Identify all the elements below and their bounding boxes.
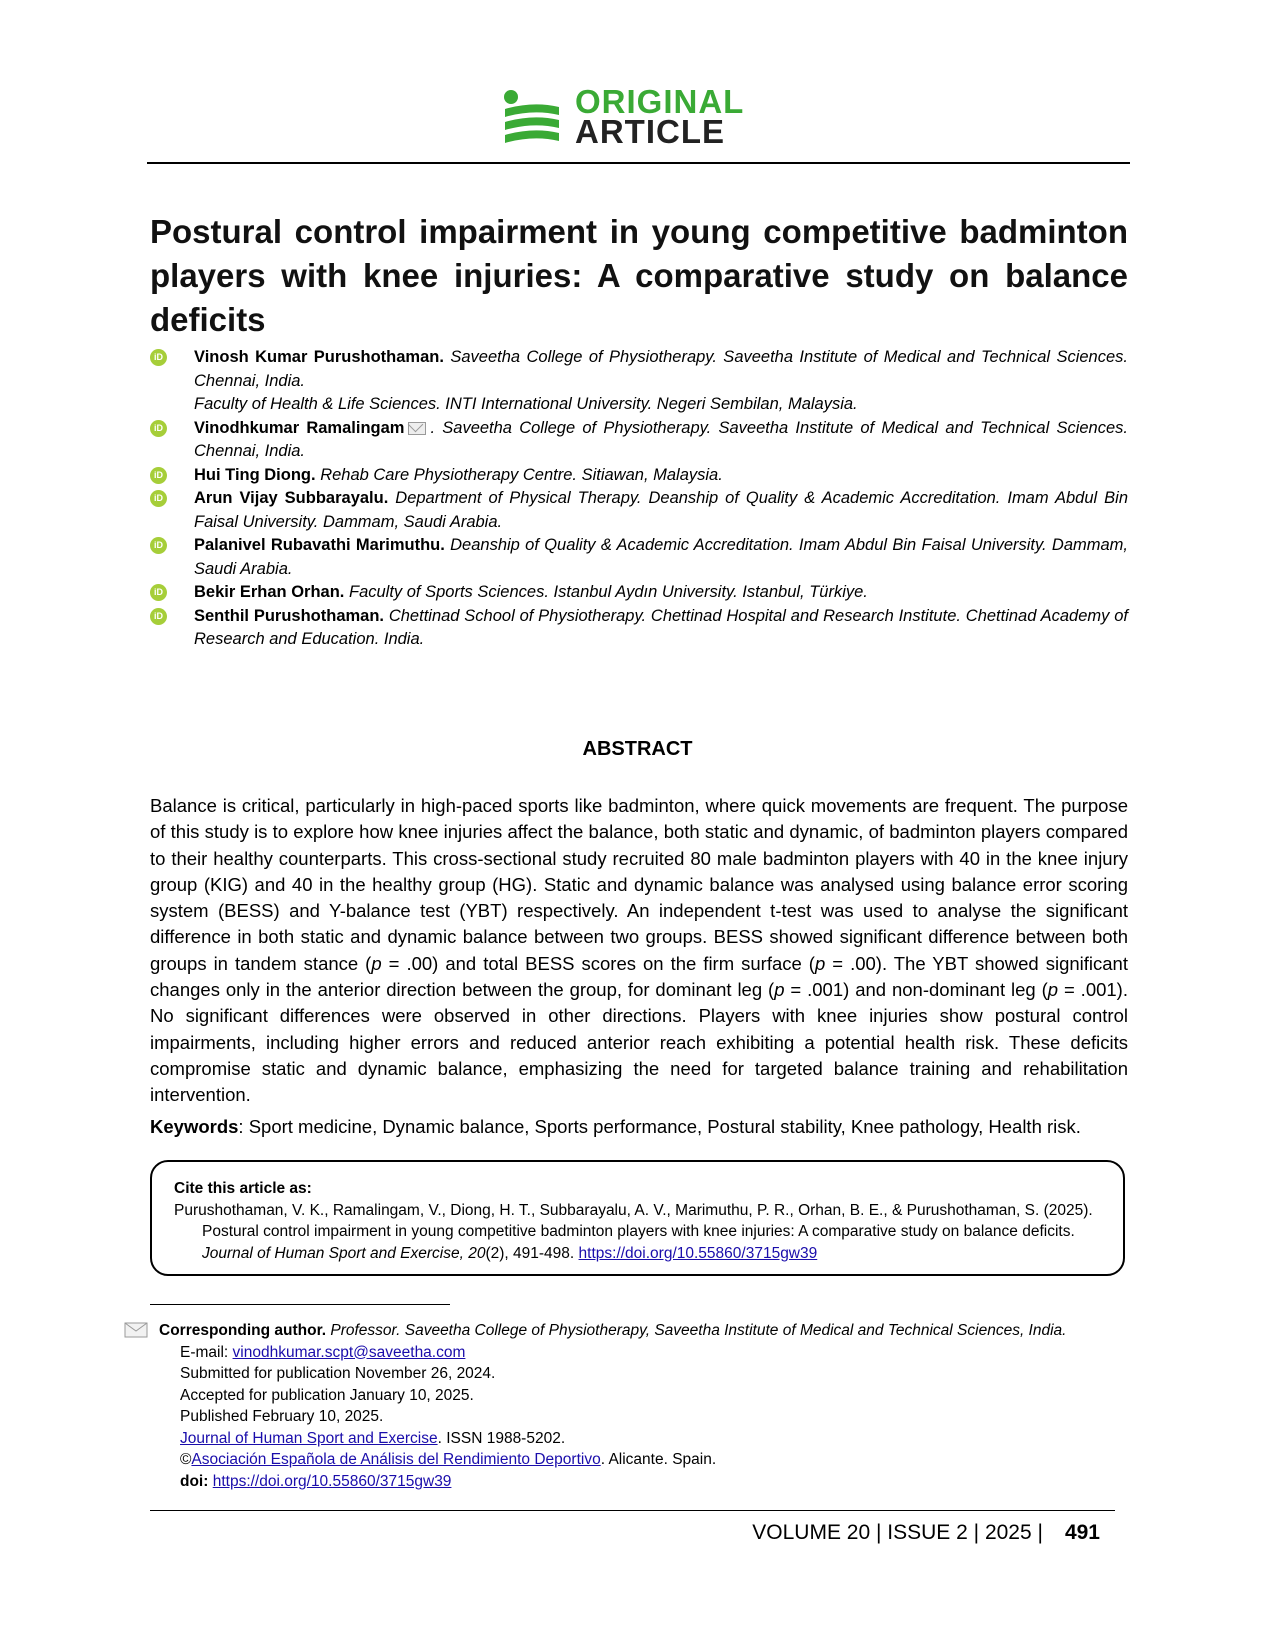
email-link[interactable]: vinodhkumar.scpt@saveetha.com [232, 1343, 466, 1361]
footnote [159, 1320, 1109, 1492]
p-symbol: p [774, 979, 785, 1001]
envelope-icon [408, 422, 426, 435]
author-affiliation: Faculty of Sports Sciences. Istanbul Aydın University. Istanbul, Türkiye. [348, 583, 868, 601]
corresponding-label: Corresponding author. [159, 1322, 327, 1339]
volume-issue-year: VOLUME 20 | ISSUE 2 | 2025 | [752, 1521, 1043, 1544]
abstract-segment: Balance is critical, particularly in high-paced sports like badminton, where quick movements are frequent. The purpose of this study is to explore how knee injuries affect the balance, both static and dynamic, of badminton players compared to their healthy counterparts. This cross-sectional study recruited 80 male badminton players with 40 in the knee injury group (KIG) and 40 in the healthy group (HG). Static and dynamic balance was analysed using balance error scoring system (BESS) and Y-balance test (YBT) respectively. An independent t-test was used to analyse the significant difference in both static and dynamic balance between two groups. BESS showed significant difference between both groups in tandem stance ( [150, 795, 1128, 974]
author-affiliation: Deanship of Quality & Academic Accreditation. Imam Abdul Bin Faisal University. Dammam, Saudi Arabia. [194, 536, 1128, 578]
author-item [150, 464, 1128, 488]
orcid-icon[interactable]: iD [150, 537, 167, 554]
badge-line-article: ARTICLE [575, 113, 725, 150]
author-item [150, 417, 1128, 464]
email-label: E-mail: [180, 1343, 233, 1361]
article-title [150, 210, 1128, 342]
abstract-segment: = .00). The YBT showed significant changes only in the anterior direction between the group, for dominant leg ( [150, 952, 1128, 1001]
keywords-label: Keywords [150, 1116, 239, 1137]
doi-line [159, 1471, 1109, 1493]
published-date: Published February 10, 2025. [180, 1408, 384, 1425]
journal-line [159, 1428, 1109, 1450]
doi-label: doi: [180, 1472, 209, 1490]
organization-location: . Alicante. Spain. [600, 1451, 717, 1468]
orcid-icon[interactable]: iD [150, 584, 167, 601]
page-footer [0, 1521, 1100, 1545]
abstract-text [150, 793, 1128, 1109]
accepted-date: Accepted for publication January 10, 2025. [180, 1386, 474, 1404]
organization-link[interactable]: Asociación Española de Análisis del Rendimiento Deportivo [191, 1451, 601, 1468]
submitted-date: Submitted for publication November 26, 2024. [180, 1365, 496, 1382]
title-line-1: Postural control impairment in young competitive badminton [150, 213, 1128, 250]
citation-text [174, 1200, 1103, 1265]
envelope-icon [124, 1320, 148, 1338]
copyright-symbol: © [180, 1451, 192, 1468]
corresponding-author [159, 1320, 1109, 1342]
original-article-badge [503, 83, 745, 150]
author-item [150, 581, 1128, 605]
abstract-segment: = .00) and total BESS scores on the firm surface ( [381, 952, 815, 974]
p-symbol: p [371, 952, 382, 974]
author-affiliation: Saveetha College of Physiotherapy. Saveetha Institute of Medical and Technical Sciences. Chennai, India. [194, 348, 1128, 390]
citation-authors: Purushothaman, V. K., Ramalingam, V., Diong, H. T., Subbarayalu, A. V., Marimuthu, P. R., Orhan, B. E., & Purushothaman, S. (2025). [174, 1201, 1093, 1219]
orcid-icon[interactable]: iD [150, 420, 167, 437]
orcid-icon[interactable]: iD [150, 349, 167, 366]
keywords-list: : Sport medicine, Dynamic balance, Sports performance, Postural stability, Knee pathology, Health risk. [238, 1116, 1081, 1137]
email-line [159, 1342, 1109, 1364]
abstract-segment: = .001). No significant differences were observed in other directions. Players with knee injuries show postural control impairments, including higher errors and reduced anterior reach exhibiting a potential health risk. These deficits compromise static and dynamic balance, emphasizing the need for targeted balance training and rehabilitation intervention. [150, 979, 1128, 1106]
p-symbol: p [814, 952, 826, 974]
corresponding-affiliation: Professor. Saveetha College of Physiotherapy, Saveetha Institute of Medical and Technical Sciences, India. [326, 1322, 1067, 1339]
author-affiliation-secondary: Faculty of Health & Life Sciences. INTI International University. Negeri Sembilan, Malaysia. [194, 395, 858, 413]
citation-box [150, 1160, 1125, 1276]
copyright-line [159, 1449, 1109, 1471]
citation-doi-link[interactable]: https://doi.org/10.55860/3715gw39 [578, 1244, 818, 1262]
author-name: Vinosh Kumar Purushothaman. [194, 348, 444, 366]
citation-title: Postural control impairment in young competitive badminton players with knee injuries: A comparative study on balance deficits. [202, 1223, 1075, 1240]
author-name: Palanivel Rubavathi Marimuthu. [194, 536, 445, 554]
doi-link[interactable]: https://doi.org/10.55860/3715gw39 [212, 1472, 452, 1490]
author-item [150, 534, 1128, 581]
journal-link[interactable]: Journal of Human Sport and Exercise [180, 1429, 438, 1447]
abstract-heading: ABSTRACT [582, 738, 693, 760]
author-list [150, 346, 1128, 652]
orcid-icon[interactable]: iD [150, 608, 167, 625]
author-affiliation: Department of Physical Therapy. Deanship of Quality & Academic Accreditation. Imam Abdul Bin Faisal University. Dammam, Saudi Arabia. [194, 489, 1128, 531]
citation-label: Cite this article as: [174, 1180, 312, 1197]
footer-divider [150, 1510, 1115, 1511]
author-item [150, 487, 1128, 534]
author-item [150, 346, 1128, 393]
author-name: Senthil Purushothaman. [194, 606, 385, 625]
header-divider [147, 162, 1130, 164]
author-affiliation: . Saveetha College of Physiotherapy. Saveetha Institute of Medical and Technical Sciences. Chennai, India. [194, 418, 1128, 460]
keywords [150, 1114, 1128, 1140]
title-line-2: players with knee injuries: A comparative study on balance deficits [150, 257, 1128, 338]
author-item [150, 605, 1128, 652]
citation-issue: (2), 491-498. [485, 1244, 579, 1262]
author-name: Arun Vijay Subbarayalu. [194, 489, 389, 507]
author-name: Bekir Erhan Orhan. [194, 583, 345, 601]
author-name: Hui Ting Diong. [194, 465, 316, 484]
footnote-divider [150, 1304, 450, 1305]
p-symbol: p [1047, 979, 1059, 1001]
citation-journal: Journal of Human Sport and Exercise, 20 [202, 1244, 486, 1262]
page-number: 491 [1064, 1521, 1100, 1544]
orcid-icon[interactable]: iD [150, 467, 167, 484]
author-affiliation: Chettinad School of Physiotherapy. Chettinad Hospital and Research Institute. Chettinad Academy of Research and Education. India. [194, 606, 1128, 648]
stripes-logo-icon [503, 89, 561, 145]
orcid-icon[interactable]: iD [150, 490, 167, 507]
author-affiliation: Rehab Care Physiotherapy Centre. Sitiawan, Malaysia. [320, 465, 723, 484]
badge-line-original: ORIGINAL [575, 83, 745, 120]
issn: . ISSN 1988-5202. [437, 1429, 566, 1447]
author-name: Vinodhkumar Ramalingam [194, 418, 405, 437]
abstract-segment: = .001) and non-dominant leg ( [784, 979, 1048, 1001]
